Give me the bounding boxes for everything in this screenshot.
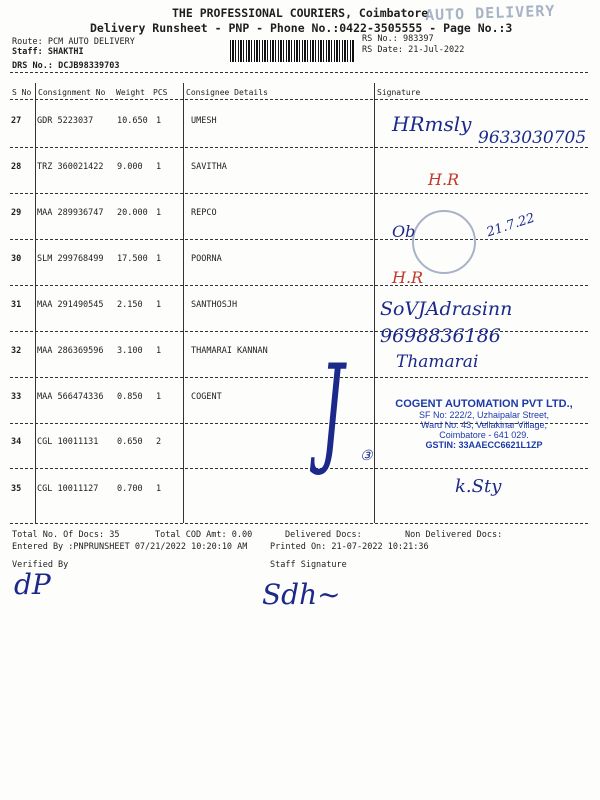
verified-by-label: Verified By [12, 560, 69, 570]
route-line [12, 37, 135, 47]
cell-pcs: 2 [156, 437, 162, 447]
cell-consignment: MAA 291490545 [37, 300, 104, 310]
barcode [230, 40, 355, 62]
handwritten-note-30: H.R [392, 268, 424, 287]
cell-consignment: MAA 566474336 [37, 392, 104, 402]
drs-label: DRS No.: [12, 61, 53, 71]
non-delivered-docs: Non Delivered Docs: [405, 530, 503, 540]
rs-no-value: 983397 [402, 34, 434, 44]
cell-consignee: SANTHOSJH [191, 300, 238, 310]
column-rule [183, 83, 184, 523]
signature-scribble: k.Sty [455, 476, 502, 497]
cell-sno: 28 [11, 162, 22, 172]
cogent-name: COGENT AUTOMATION PVT LTD., [395, 398, 573, 410]
cell-consignment: GDR 5223037 [37, 116, 94, 126]
cell-pcs: 1 [156, 254, 162, 264]
signature-scribble: Thamarai [396, 352, 479, 372]
cell-weight: 9.000 [117, 162, 143, 172]
verifier-signature: dP [14, 568, 51, 601]
column-header-divider [10, 99, 588, 100]
cell-sno: 35 [11, 484, 22, 494]
handwritten-date-29: 21.7.22 [484, 210, 537, 241]
column-header: Weight [116, 88, 145, 97]
rs-date-line [362, 45, 464, 55]
header-divider [10, 72, 588, 73]
cell-consignment: CGL 10011127 [37, 484, 99, 494]
printed-on: Printed On: 21-07-2022 10:21:36 [270, 542, 429, 552]
total-cod: Total COD Amt: 0.00 [155, 530, 253, 540]
cell-pcs: 1 [156, 162, 162, 172]
cell-weight: 0.650 [117, 437, 143, 447]
rs-date-label: RS Date: [362, 45, 403, 55]
signature-scribble: Ob [392, 222, 416, 241]
handwritten-note-28: H.R [428, 170, 460, 189]
cell-consignee: POORNA [191, 254, 222, 264]
row-divider [10, 468, 588, 469]
cell-pcs: 1 [156, 392, 162, 402]
column-header: PCS [153, 88, 168, 97]
cell-pcs: 1 [156, 484, 162, 494]
staff-label: Staff: [12, 47, 43, 57]
cell-weight: 20.000 [117, 208, 148, 218]
cell-pcs: 1 [156, 116, 162, 126]
cell-sno: 32 [11, 346, 22, 356]
signature-scribble: J [320, 340, 345, 480]
cell-weight: 3.100 [117, 346, 143, 356]
signature-scribble: HRmsly [392, 112, 472, 136]
drs-value: DCJB98339703 [58, 61, 120, 71]
cell-consignment: TRZ 360021422 [37, 162, 104, 172]
footer-divider [10, 523, 588, 524]
cell-consignee: COGENT [191, 392, 222, 402]
row-divider [10, 377, 588, 378]
cell-consignment: MAA 289936747 [37, 208, 104, 218]
cell-consignee: REPCO [191, 208, 217, 218]
handwritten-phone-31: 9698836186 [380, 325, 501, 347]
route-label: Route: [12, 37, 43, 47]
column-header: Consignee Details [186, 88, 268, 97]
row-divider [10, 193, 588, 194]
cell-weight: 0.700 [117, 484, 143, 494]
cell-sno: 31 [11, 300, 22, 310]
staff-value: SHAKTHI [47, 47, 84, 57]
column-rule [35, 83, 36, 523]
auto-delivery-stamp: AUTO DELIVERY [424, 1, 556, 25]
route-value: PCM AUTO DELIVERY [47, 37, 135, 47]
rs-date-value: 21-Jul-2022 [408, 45, 465, 55]
entered-by: Entered By :PNPRUNSHEET 07/21/2022 10:20:10 AM [12, 542, 248, 552]
rs-no-line [362, 34, 434, 44]
circled-number: ③ [360, 448, 373, 464]
delivered-docs: Delivered Docs: [285, 530, 362, 540]
cell-consignment: CGL 10011131 [37, 437, 99, 447]
cell-pcs: 1 [156, 346, 162, 356]
cell-weight: 10.650 [117, 116, 148, 126]
staff-signature-label: Staff Signature [270, 560, 347, 570]
staff-signature: Sdh~ [262, 578, 341, 611]
cogent-address-3: Coimbatore - 641 029. [439, 430, 529, 440]
company-title: THE PROFESSIONAL COURIERS, Coimbatore [172, 6, 429, 20]
cell-weight: 17.500 [117, 254, 148, 264]
cell-consignee: THAMARAI KANNAN [191, 346, 268, 356]
cell-sno: 33 [11, 392, 22, 402]
row-divider [10, 239, 588, 240]
cogent-gstin: GSTIN: 33AAECC6621L1ZP [425, 440, 543, 450]
cell-sno: 34 [11, 437, 22, 447]
cell-consignee: SAVITHA [191, 162, 227, 172]
cell-weight: 2.150 [117, 300, 143, 310]
cell-sno: 30 [11, 254, 22, 264]
cogent-address-1: SF No: 222/2, Uzhaipalar Street, [418, 410, 550, 420]
row-divider [10, 331, 588, 332]
cogent-address-2: Ward No: 43, Vellakinar Village, [420, 420, 548, 430]
column-rule [374, 83, 375, 523]
cell-consignment: MAA 286369596 [37, 346, 104, 356]
column-header: Consignment No [38, 88, 106, 97]
cell-consignment: SLM 299768499 [37, 254, 104, 264]
column-header: S No [12, 88, 32, 97]
rs-no-label: RS No.: [362, 34, 398, 44]
staff-line [12, 47, 84, 57]
cell-pcs: 1 [156, 208, 162, 218]
column-header: Signature [377, 88, 421, 97]
cell-pcs: 1 [156, 300, 162, 310]
cell-weight: 0.850 [117, 392, 143, 402]
runsheet-title: Delivery Runsheet - PNP - Phone No.:0422-3505555 - Page No.:3 [90, 21, 513, 35]
cell-sno: 27 [11, 116, 22, 126]
cell-sno: 29 [11, 208, 22, 218]
cell-consignee: UMESH [191, 116, 217, 126]
round-seal [412, 210, 476, 274]
row-divider [10, 285, 588, 286]
drs-line [12, 61, 120, 71]
signature-scribble: SoVJAdrasinn [380, 298, 513, 320]
handwritten-phone-27: 9633030705 [478, 128, 587, 148]
total-docs: Total No. Of Docs: 35 [12, 530, 120, 540]
cogent-company-stamp [384, 398, 584, 450]
